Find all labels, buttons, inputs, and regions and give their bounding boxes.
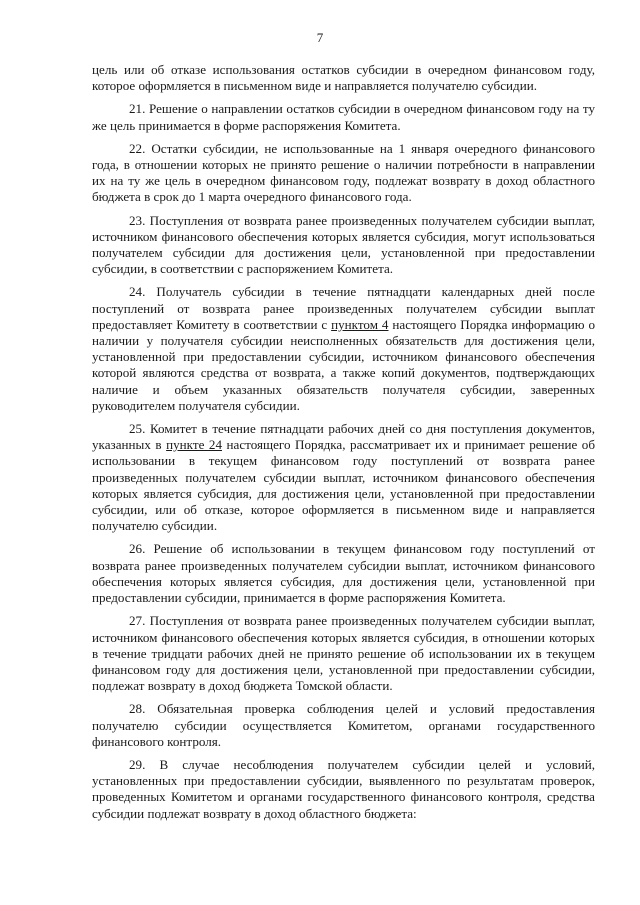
paragraph-27: 27. Поступления от возврата ранее произведенных получателем субсидии выплат, источником финансового обеспечения которых является субсидия, в отношении которых в течение тридцати рабочих дней не принято решение об использовании их в текущем финансовом году для достижения цели, установленной при предоставлении субсидии, подлежат возврату в доход бюджета Томской области. xyxy=(92,613,595,694)
paragraph-21: 21. Решение о направлении остатков субсидии в очередном финансовом году на ту же цель принимается в форме распоряжения Комитета. xyxy=(92,101,595,133)
paragraph-25-text-start: 25. Комитет в течение пятнадцати рабочих дней со дня поступления документов, указанных в xyxy=(92,421,595,453)
paragraph-22: 22. Остатки субсидии, не использованные на 1 января очередного финансового года, в отношении которых не принято решение о наличии потребности в направлении их на ту же цель в очередном финансовом году, подлежат возврату в доход областного бюджета в срок до 1 марта очередного финансового года. xyxy=(92,140,595,205)
paragraph-23: 23. Поступления от возврата ранее произведенных получателем субсидии выплат, источником финансового обеспечения которых является субсидия, могут использоваться получателем субсидии для достижения цели, установленной при предоставлении субсидии, в соответствии с распоряжением Комитета. xyxy=(92,212,595,277)
link-clause-4[interactable]: пунктом 4 xyxy=(331,316,389,332)
paragraph-29: 29. В случае несоблюдения получателем субсидии целей и условий, установленных при предоставлении субсидии, выявленного по результатам проверок, проведенных Комитетом и органами государственного финансового контроля, средства субсидии подлежат возврату в доход областного бюджета: xyxy=(92,756,595,821)
paragraph-28: 28. Обязательная проверка соблюдения целей и условий предоставления получателю субсидии осуществляется Комитетом, органами государственного финансового контроля. xyxy=(92,701,595,749)
link-clause-24[interactable]: пункте 24 xyxy=(166,437,222,453)
paragraph-continuation: цель или об отказе использования остатков субсидии в очередном финансовом году, которое оформляется в письменном виде и направляется получателю субсидии. xyxy=(92,62,595,94)
paragraph-24-text-end: настоящего Порядка информацию о наличии у получателя субсидии неисполненных обязательств для достижения цели, установленной при предоставлении субсидии, источником финансового обеспечения которой являются средства от возврата, а также копий документов, подтверждающих наличие и объем указанных обязательств получателя субсидии, заверенных руководителем получателя субсидии. xyxy=(92,316,596,413)
paragraph-24-text-start: 24. Получатель субсидии в течение пятнадцати календарных дней после поступлений от возврата ранее произведенных получателем субсидии выплат предоставляет Комитету в соответствии с xyxy=(92,284,595,332)
paragraph-25-text-end: настоящего Порядка, рассматривает их и принимает решение об использовании в текущем финансовом году поступлений от возврата ранее произведенных получателем субсидии выплат, источником финансового обеспечения которых является субсидия, для достижения цели, установленной при предоставлении субсидии, или об отказе, которое оформляется в письменном виде и направляется получателю субсидии. xyxy=(92,437,596,534)
document-body xyxy=(92,62,595,829)
paragraph-26: 26. Решение об использовании в текущем финансовом году поступлений от возврата ранее произведенных получателем субсидии выплат, источником финансового обеспечения которых является субсидия, для достижения цели, установленной при предоставлении субсидии, принимается в форме распоряжения Комитета. xyxy=(92,541,595,606)
paragraph-25 xyxy=(92,421,595,534)
page-number: 7 xyxy=(316,30,324,45)
paragraph-24 xyxy=(92,284,595,414)
